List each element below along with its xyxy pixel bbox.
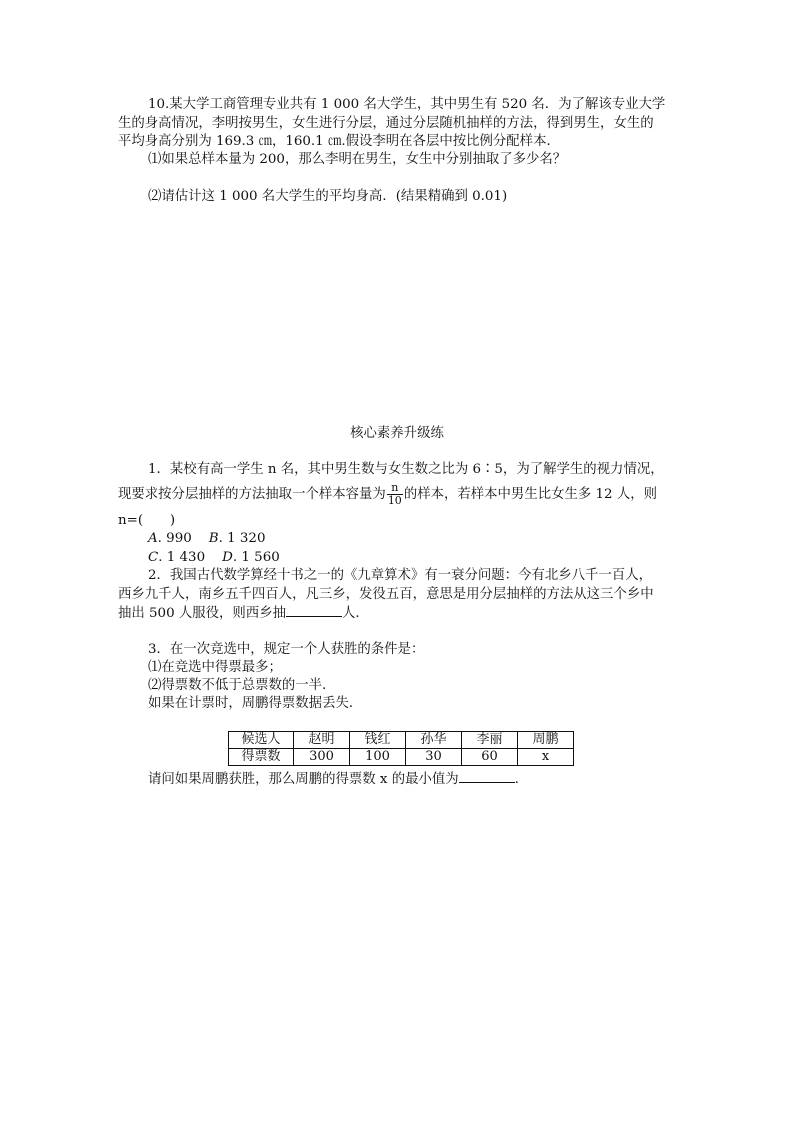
fraction-denominator: 10 xyxy=(387,494,402,507)
p1-options-ab xyxy=(148,530,265,548)
q10-subquestion-2: ⑵请估计这 1 000 名大学生的平均身高．(结果精确到 0.01) xyxy=(148,189,508,204)
row-header-cell: 候选人 xyxy=(229,732,294,749)
p2-line-3-pre: 抽出 500 人服役，则西乡抽 xyxy=(118,606,286,621)
sample-fraction xyxy=(387,482,403,507)
candidate-cell: 钱红 xyxy=(350,732,406,749)
p1-line-1: 1．某校有高一学生 n 名，其中男生数与女生数之比为 6∶5，为了解学生的视力情况， xyxy=(148,462,664,477)
vote-cell: 30 xyxy=(406,749,462,766)
answer-blank xyxy=(286,604,342,617)
section-title: 核心素养升级练 xyxy=(350,426,444,441)
q10-subquestion-1: ⑴如果总样本量为 200，那么李明在男生，女生中分别抽取了多少名？ xyxy=(148,152,567,167)
vote-cell: 60 xyxy=(462,749,518,766)
candidate-cell: 赵明 xyxy=(294,732,350,749)
candidate-cell: 李丽 xyxy=(462,732,518,749)
candidate-cell: 周鹏 xyxy=(518,732,574,749)
fraction-numerator: n xyxy=(387,482,403,495)
vote-cell: 100 xyxy=(350,749,406,766)
vote-cell: 300 xyxy=(294,749,350,766)
option-b-value: . 1 320 xyxy=(218,531,266,546)
option-c-value: . 1 430 xyxy=(158,550,206,565)
p1-options-cd xyxy=(148,549,280,567)
p3-condition-2: ⑵得票数不低于总票数的一半． xyxy=(148,678,336,693)
p2-line-1: 2．我国古代数学算经十书之一的《九章算术》有一衰分问题：今有北乡八千一百人， xyxy=(148,568,652,583)
option-a-label: A xyxy=(148,531,158,546)
option-a-value: . 990 xyxy=(157,531,192,546)
q10-line-2: 生的身高情况，李明按男生，女生进行分层，通过分层随机抽样的方法，得到男生，女生的 xyxy=(118,116,654,131)
p3-question-post: . xyxy=(514,772,519,787)
p2-line-3-post: 人. xyxy=(341,606,360,621)
p3-line-4: 如果在计票时，周鹏得票数据丢失． xyxy=(148,696,363,711)
p3-condition-1: ⑴在竞选中得票最多； xyxy=(148,660,282,675)
row-label-cell: 得票数 xyxy=(229,749,294,766)
p1-line-2 xyxy=(118,482,657,507)
p1-line-3: n=( ) xyxy=(118,513,176,528)
p3-line-1: 3．在一次竞选中，规定一个人获胜的条件是： xyxy=(148,642,425,657)
p2-line-3 xyxy=(118,604,360,623)
p1-line-2-pre: 现要求按分层抽样的方法抽取一个样本容量为 xyxy=(118,487,386,502)
vote-cell: x xyxy=(518,749,574,766)
p3-question-pre: 请问如果周鹏获胜，那么周鹏的得票数 x 的最小值为 xyxy=(148,772,459,787)
option-d-value: . 1 560 xyxy=(232,550,280,565)
q10-line-1: 10.某大学工商管理专业共有 1 000 名大学生，其中男生有 520 名．为了解该专业大学 xyxy=(148,97,666,112)
option-c-label: C xyxy=(148,550,159,565)
candidate-cell: 孙华 xyxy=(406,732,462,749)
p2-line-2: 西乡九千人，南乡五千四百人，凡三乡，发役五百，意思是用分层抽样的方法从这三个乡中 xyxy=(118,587,654,602)
option-d-label: D xyxy=(222,550,233,565)
vote-table xyxy=(228,731,574,766)
p1-line-2-post: 的样本，若样本中男生比女生多 12 人，则 xyxy=(403,487,658,502)
q10-line-3: 平均身高分别为 169.3 ㎝，160.1 ㎝.假设李明在各层中按比例分配样本． xyxy=(118,134,560,149)
option-b-label: B xyxy=(208,531,219,546)
answer-blank xyxy=(459,770,515,783)
table-row xyxy=(229,749,574,766)
table-row xyxy=(229,732,574,749)
p3-question xyxy=(148,770,519,789)
